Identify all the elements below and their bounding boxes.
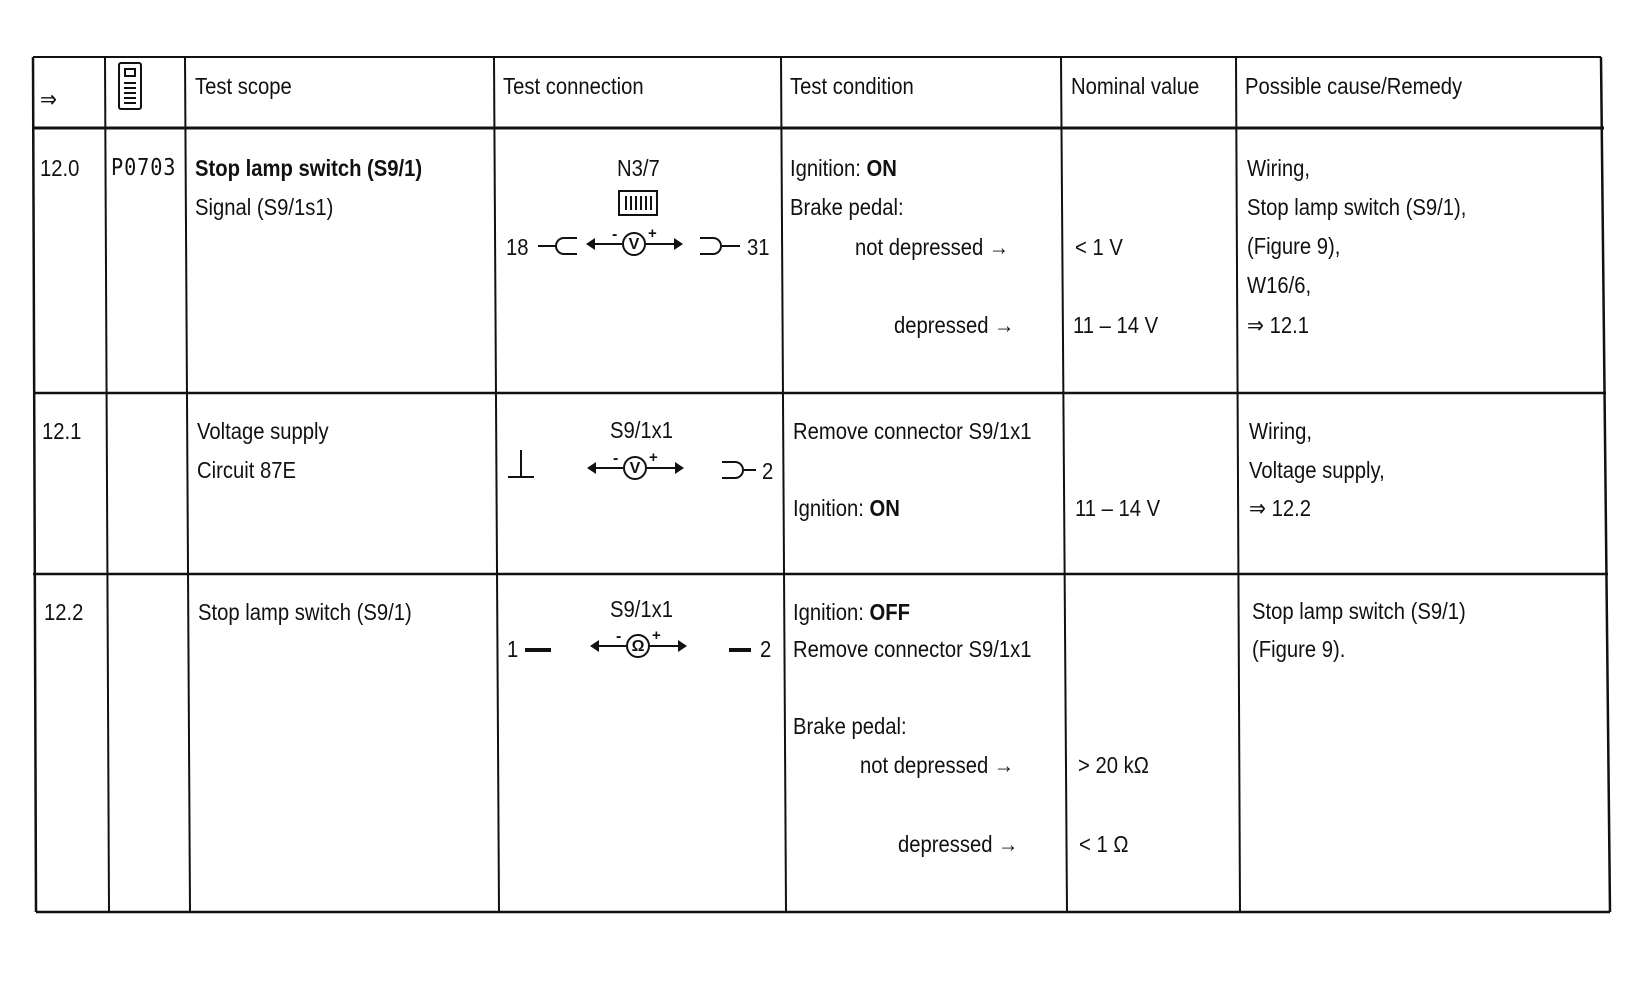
hand-held-tester-icon: [118, 62, 142, 110]
control-unit-icon: [618, 190, 658, 216]
row-12-0-left-pin: 18: [506, 234, 529, 260]
row-12-0-remedy-3: (Figure 9),: [1247, 233, 1341, 259]
row-12-2-nominal-depressed: < 1 Ω: [1079, 831, 1129, 857]
row-12-1-remove-connector: Remove connector S9/1x1: [793, 418, 1032, 444]
row-12-2-left-pin: 1: [507, 636, 519, 662]
header-nominal-value: Nominal value: [1071, 73, 1200, 99]
row-12-2-scope-title: Stop lamp switch (S9/1): [198, 599, 412, 625]
header-test-scope: Test scope: [195, 73, 292, 99]
row-12-0-remedy-5: ⇒ 12.1: [1247, 312, 1309, 338]
header-test-connection: Test connection: [503, 73, 644, 99]
row-12-1-remedy-2: Voltage supply,: [1249, 457, 1385, 483]
header-possible-cause: Possible cause/Remedy: [1245, 73, 1463, 99]
row-12-1-remedy-3: ⇒ 12.2: [1249, 495, 1311, 521]
voltmeter-icon: V - +: [584, 228, 694, 262]
voltmeter-icon: V - +: [585, 452, 695, 486]
row-12-1-right-pin: 2: [762, 458, 774, 484]
row-12-2-component: S9/1x1: [610, 596, 674, 622]
row-12-0-nominal-depressed: 11 – 14 V: [1073, 312, 1159, 338]
row-12-0-scope-signal: Signal (S9/1s1): [195, 194, 334, 220]
row-12-0-remedy-1: Wiring,: [1247, 155, 1310, 181]
row-12-0-step: 12.0: [40, 155, 80, 181]
row-12-0-depressed: depressed →: [894, 312, 1015, 338]
row-12-2-step: 12.2: [44, 599, 84, 625]
row-12-0-not-depressed: not depressed →: [855, 234, 1010, 260]
ground-icon: [508, 450, 534, 478]
row-12-0-nominal-not-depressed: < 1 V: [1075, 234, 1123, 260]
row-12-0-right-pin: 31: [747, 234, 770, 260]
row-12-2-ignition: Ignition: OFF: [793, 599, 910, 625]
header-test-condition: Test condition: [790, 73, 914, 99]
row-12-2-depressed: depressed →: [898, 831, 1019, 857]
row-12-1-component: S9/1x1: [610, 417, 674, 443]
row-12-2-right-pin: 2: [760, 636, 772, 662]
row-12-2-remove-connector: Remove connector S9/1x1: [793, 636, 1032, 662]
row-12-2-remedy-2: (Figure 9).: [1252, 636, 1346, 662]
row-12-1-remedy-1: Wiring,: [1249, 418, 1312, 444]
row-12-0-code: P0703: [111, 155, 177, 181]
header-arrow: ⇒: [40, 86, 57, 112]
row-12-0-remedy-4: W16/6,: [1247, 272, 1312, 298]
row-12-2-brake-pedal: Brake pedal:: [793, 713, 907, 739]
row-12-0-scope-title: Stop lamp switch (S9/1): [195, 155, 423, 181]
row-12-1-nominal: 11 – 14 V: [1075, 495, 1161, 521]
row-12-2-not-depressed: not depressed →: [860, 752, 1015, 778]
row-12-1-step: 12.1: [42, 418, 82, 444]
row-12-0-brake-pedal: Brake pedal:: [790, 194, 904, 220]
row-12-0-component: N3/7: [617, 155, 660, 181]
ohmmeter-icon: Ω - +: [588, 630, 698, 664]
row-12-0-ignition: Ignition: ON: [790, 155, 897, 181]
row-12-2-nominal-not-depressed: > 20 kΩ: [1078, 752, 1149, 778]
row-12-0-remedy-2: Stop lamp switch (S9/1),: [1247, 194, 1467, 220]
row-12-1-scope-title: Voltage supply: [197, 418, 329, 444]
row-12-1-scope-circuit: Circuit 87E: [197, 457, 296, 483]
row-12-1-ignition: Ignition: ON: [793, 495, 900, 521]
row-12-2-remedy-1: Stop lamp switch (S9/1): [1252, 598, 1466, 624]
